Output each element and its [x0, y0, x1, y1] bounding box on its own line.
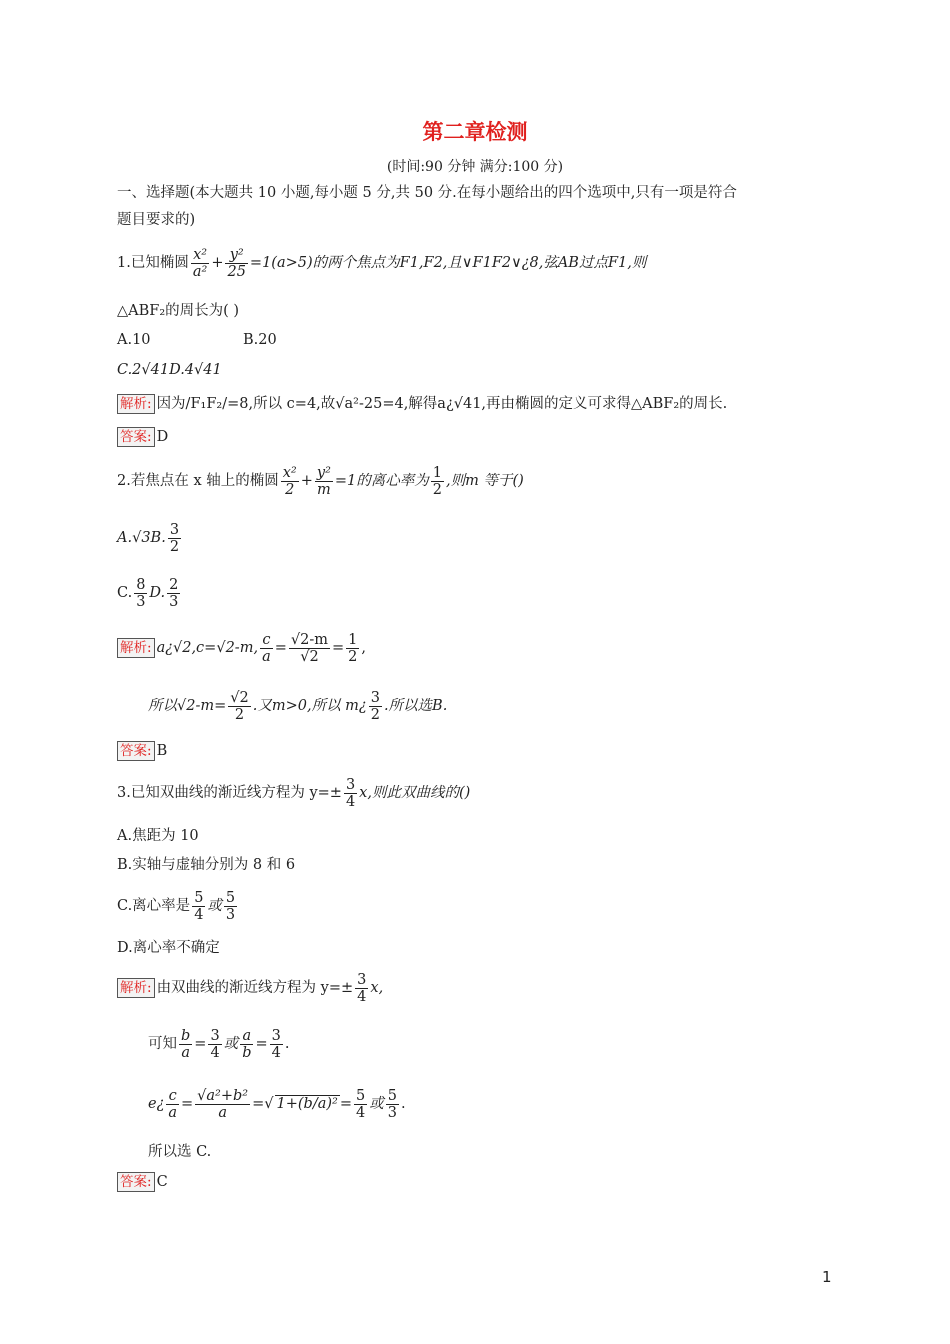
- q2-stem-body: =1的离心率为: [334, 473, 429, 489]
- q3-frac-34a: $\frac{3}{4}$: [210, 1027, 220, 1061]
- q3-stem-prefix: 3.已知双曲线的渐近线方程为 y=±: [117, 785, 342, 801]
- q3-frac-root: $\frac{\text{√a²+b²}}{a}$: [197, 1087, 249, 1121]
- q2-stem-prefix: 2.若焦点在 x 轴上的椭圆: [117, 473, 279, 489]
- q3-sqrt-expr: 1+(b/a)²: [276, 1096, 338, 1112]
- q2-frac-half: $\frac{1}{2}$: [348, 631, 358, 665]
- q3-option-d: D.离心率不确定: [117, 940, 220, 956]
- q3-frac-34b: $\frac{3}{4}$: [271, 1027, 281, 1061]
- answer-label: 答案:: [117, 1172, 155, 1192]
- q3-frac-ab: $\frac{a}{b}$: [242, 1027, 252, 1061]
- exam-meta: (时间:90 分钟 满分:100 分): [386, 159, 564, 175]
- section-heading-line2: 题目要求的): [117, 212, 196, 228]
- q3-frac-ba: $\frac{b}{a}$: [181, 1027, 191, 1061]
- q2-frac-root: $\frac{√2-m}{√2}$: [290, 631, 328, 665]
- q2-frac-y: $\frac{\text{y²}}{m}$: [316, 464, 331, 498]
- q2-analysis-2: [148, 686, 447, 726]
- q2-analysis-text: a¿√2,c=√2-m,: [156, 640, 259, 656]
- q2-option-c-label: C.: [117, 585, 133, 601]
- q3-option-c-or: 或: [207, 898, 222, 914]
- q2-analysis: 解析: a¿√2,c=√2-m, $\frac{c}{a}$ = $\frac{√2-m}{√2}$ = $\frac{1}{2}$ ,: [117, 628, 366, 668]
- q1-option-a: A.10: [117, 332, 151, 348]
- q3-analysis-frac-slope: $\frac{3}{4}$: [357, 971, 367, 1005]
- q3-analysis3-b: 或: [369, 1096, 384, 1112]
- q2-option-d-label: D.: [149, 585, 166, 601]
- q2-frac-x: $\frac{\text{x²}}{2}$: [282, 464, 297, 498]
- q3-frac-e54: $\frac{5}{4}$: [356, 1087, 366, 1121]
- q2-option-ab-text: A.√3B.: [117, 530, 166, 546]
- q1-analysis-text: 因为/F₁F₂/=8,所以 c=4,故√a²-25=4,解得a¿√41,再由椭圆的定义可求得△ABF₂的周长.: [156, 396, 728, 412]
- q2-answer-text: B: [156, 743, 168, 759]
- q1-stem-prefix: 1.已知椭圆: [117, 255, 189, 271]
- q1-analysis: [117, 394, 727, 414]
- q1-stem-body: =1(a>5)的两个焦点为F1,F2,且∨F1F2∨¿8,弦AB过点F1,则: [249, 255, 647, 271]
- q2-analysis2-a: 所以√2-m=: [148, 698, 227, 714]
- analysis-label: 解析:: [117, 978, 155, 998]
- q3-analysis-4: 所以选 C.: [148, 1144, 212, 1160]
- q3-analysis-3: e¿ $\frac{c}{a}$ = $\frac{\text{√a²+b²}}{a}$ =√ 1+(b/a)² = $\frac{5}{4}$ 或 $\frac{5}{3}$ .: [148, 1087, 406, 1121]
- q1-option-b: B.20: [243, 332, 277, 348]
- q3-option-c-text: C.离心率是: [117, 898, 191, 914]
- q2-frac-ca: $\frac{c}{a}$: [262, 631, 271, 665]
- q2-answer: [117, 741, 167, 761]
- q2-stem: 2.若焦点在 x 轴上的椭圆 $\frac{\text{x²}}{2}$ + $\frac{\text{y²}}{m}$ =1的离心率为 $\frac{1}{2}$ ,则m 等于(): [117, 464, 524, 498]
- q2-frac-d: $\frac{2}{3}$: [169, 576, 179, 610]
- q1-frac-y: $\frac{\text{y²}}{25}$: [227, 246, 246, 280]
- q2-stem-end: ,则m 等于(): [446, 473, 524, 489]
- q3-frac-e53: $\frac{5}{3}$: [387, 1087, 397, 1121]
- q3-frac-53: $\frac{5}{3}$: [225, 889, 236, 923]
- q3-analysis3-a: e¿: [148, 1096, 165, 1112]
- q2-analysis2-b: .又m>0,所以 m¿: [252, 698, 367, 714]
- q1-answer-text: D: [156, 429, 169, 445]
- q2-option-cd: [117, 573, 182, 613]
- q3-stem-end: x,则此双曲线的(): [359, 785, 471, 801]
- q3-option-c: [117, 886, 239, 926]
- q3-analysis: [117, 968, 383, 1008]
- answer-label: 答案:: [117, 741, 155, 761]
- q3-option-b: B.实轴与虚轴分别为 8 和 6: [117, 857, 296, 873]
- q2-analysis2-c: .所以选B.: [383, 698, 448, 714]
- answer-label: 答案:: [117, 427, 155, 447]
- q3-answer: [117, 1172, 168, 1192]
- analysis-label: 解析:: [117, 394, 155, 414]
- q3-option-a: A.焦距为 10: [117, 828, 199, 844]
- q2-frac-m: $\frac{3}{2}$: [370, 689, 380, 723]
- q2-frac-e: $\frac{1}{2}$: [432, 464, 443, 498]
- page-number: 1: [822, 1268, 832, 1286]
- q2-frac-c: $\frac{8}{3}$: [136, 576, 146, 610]
- q3-analysis1-b: x,: [370, 980, 384, 996]
- section-heading-line1: 一、选择题(本大题共 10 小题,每小题 5 分,共 50 分.在每小题给出的四个选项中,只有一项是符合: [117, 185, 737, 201]
- q2-frac-b: $\frac{3}{2}$: [169, 521, 180, 555]
- q1-stem-end: △ABF₂的周长为( ): [117, 303, 240, 319]
- q1-frac-x: $\frac{\text{x²}}{\text{a²}}$: [192, 246, 208, 280]
- q1-stem: 1.已知椭圆 $\frac{\text{x²}}{\text{a²}}$ + $\frac{\text{y²}}{25}$ =1(a>5)的两个焦点为F1,F2,且∨F1F2∨¿8,弦AB过点F1,则: [117, 246, 647, 280]
- q3-answer-text: C: [156, 1174, 168, 1190]
- q3-stem: [117, 773, 470, 813]
- q3-analysis-2: 可知 $\frac{b}{a}$ = $\frac{3}{4}$ 或 $\frac{a}{b}$ = $\frac{3}{4}$ .: [148, 1027, 290, 1061]
- page-title: 第二章检测: [422, 120, 528, 144]
- q3-analysis1-a: 由双曲线的渐近线方程为 y=±: [156, 980, 354, 996]
- q3-analysis2-b: 或: [223, 1036, 239, 1052]
- q3-analysis2-a: 可知: [148, 1036, 177, 1052]
- q1-option-cd: C.2√41D.4√41: [117, 362, 222, 378]
- q2-option-ab: [117, 518, 183, 558]
- q3-frac-slope: $\frac{3}{4}$: [345, 776, 356, 810]
- q2-frac-r2: $\frac{√2}{2}$: [230, 689, 249, 723]
- q1-answer: [117, 427, 168, 447]
- q3-frac-54: $\frac{5}{4}$: [194, 889, 204, 923]
- analysis-label: 解析:: [117, 638, 155, 658]
- q3-frac-ca: $\frac{c}{a}$: [168, 1087, 178, 1121]
